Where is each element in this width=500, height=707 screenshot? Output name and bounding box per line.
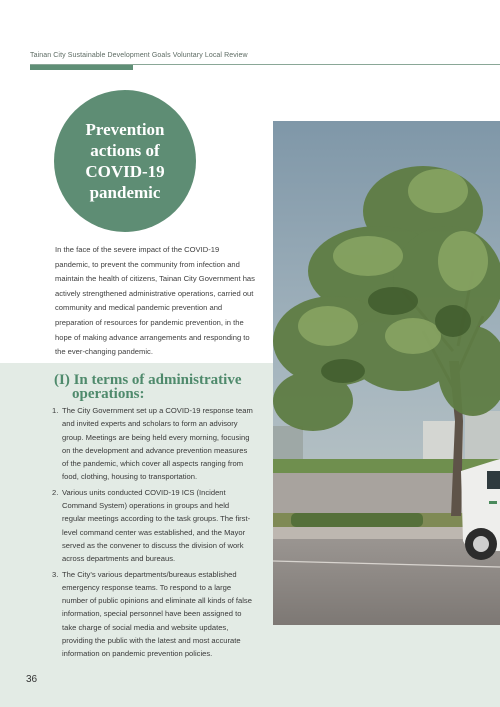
list-item-text: The City’s various departments/bureaus established emergency response teams. To respond to a large number of public opinions and eliminate all kinds of false information, special personnel have been assigned to take charge of social media and website updates, providing the public with the latest and most accurate information on pandemic prevention policies.: [62, 569, 252, 659]
title-circle: [54, 90, 196, 232]
section-heading: [54, 373, 254, 401]
list-item-number: 2.: [52, 487, 59, 497]
intro-paragraph: In the face of the severe impact of the COVID-19 pandemic, to prevent the community from infection and maintain the health of citizens, Tainan City Government has actively strengthened administrative operations, carried out community and medical pandemic prevention and preparation of resources for pandemic prevention, in the hope of making advance arrangements and responding to the ever-changing pandemic.: [55, 245, 255, 357]
page-title: Prevention actions of COVID-19 pandemic: [85, 120, 165, 202]
running-title: Tainan City Sustainable Development Goals Voluntary Local Review: [30, 52, 248, 59]
header-accent-bar: [30, 65, 133, 70]
list-item: [52, 568, 254, 661]
list-item-number: 3.: [52, 569, 59, 579]
section-heading-line2: operations:: [72, 386, 145, 402]
list-item-text: The City Government set up a COVID-19 response team and invited experts and scholars to form an advisory group. Meetings are being held every morning, focusing on the development and advance prevention measures of the pandemic, which cover all aspects ranging from food, clothing, housing to transportation.: [62, 406, 253, 482]
list-item: [52, 404, 254, 484]
list-item-text: Various units conducted COVID-19 ICS (Incident Command System) operations in groups and held regular meetings according to the task groups. The first-level command center was established, and the Mayor served as the convener to discuss the division of work across departments and bureaus.: [62, 487, 251, 564]
list-item-number: 1.: [52, 406, 59, 415]
list-item: [52, 486, 254, 566]
street-tree-photo: [273, 121, 500, 625]
measures-list: [52, 404, 254, 663]
section-heading-line1: (I) In terms of administrative: [54, 372, 242, 388]
page-number: 36: [26, 674, 38, 685]
